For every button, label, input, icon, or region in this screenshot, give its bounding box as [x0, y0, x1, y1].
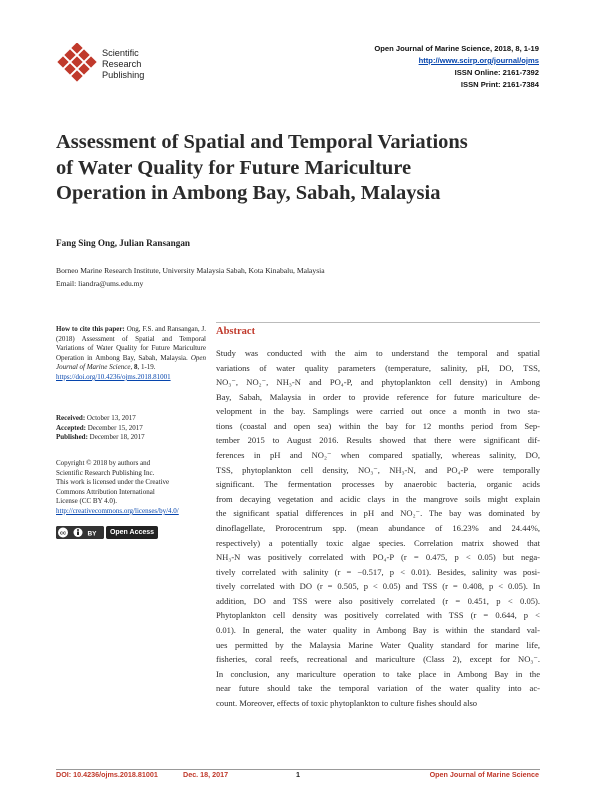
- journal-citation: Open Journal of Marine Science, 2018, 8, 1-19: [374, 44, 539, 53]
- publisher-name-line-3: Publishing: [102, 70, 145, 80]
- abstract-line: TSS, phytoplankton cell density, NO₃⁻, NH₃-N, and PO₄-P were temporally: [216, 464, 540, 475]
- abstract-line: Phytoplankton cell density was positively correlated with TSS (r = 0.644, p <: [216, 610, 540, 621]
- abstract-line: fisheries, coral reefs, recreational and mariculture (Class 2), except for NO₃⁻.: [216, 654, 540, 665]
- how-to-cite: How to cite this paper: Ong, F.S. and Ransangan, J. (2018) Assessment of Spatial and Temporal Variations of Water Quality for Future Mariculture Operation in Ambong Bay, Sabah, Malaysia. Open Journal of Marine Science, 8, 1-19. https://doi.org/10.4236/ojms.2018.81001: [56, 325, 207, 381]
- title-line-2: of Water Quality for Future Mariculture: [56, 156, 412, 179]
- abstract-line: In conclusion, any mariculture operation to take place in Ambong Bay in the: [216, 668, 540, 679]
- svg-text:BY: BY: [87, 530, 97, 538]
- abstract-line: tively correlated with DO (r = 0.505, p < 0.05) and TSS (r = 0.408, p < 0.05). In: [216, 581, 540, 592]
- cite-label: How to cite this paper:: [56, 325, 125, 333]
- cc-by-badge[interactable]: [56, 526, 104, 539]
- open-access-badge[interactable]: Open Access: [106, 526, 158, 539]
- abstract-line: respectively) a potentially toxic algae species. Correlation matrix showed that: [216, 537, 540, 548]
- abstract-body: [216, 346, 540, 710]
- abstract-line: tember 2015 to August 2016. Results showed that there were significant dif-: [216, 435, 540, 446]
- abstract-line: 0.01). In general, the water quality in Ambong Bay is within the standard val-: [216, 624, 540, 635]
- scirp-diamond-logo-icon: [56, 43, 98, 85]
- abstract-line: tively correlated with salinity (r = −0.517, p < 0.01). Besides, salinity was posi-: [216, 566, 540, 577]
- dates-block: [56, 414, 206, 443]
- issn-online: ISSN Online: 2161-7392: [454, 68, 539, 77]
- publisher-name-line-1: Scientific: [102, 48, 139, 58]
- cite-text: Ong, F.S. and Ransangan, J. (2018) Assessment of Spatial and Temporal Variations of Water Quality for Future Mariculture Operation in Ambong Bay, Sabah, Malaysia.: [56, 325, 207, 362]
- abstract-line: near future should take the temporal variation of the water quality into ac-: [216, 683, 540, 694]
- issn-print: ISSN Print: 2161-7384: [460, 80, 539, 89]
- title-line-1: Assessment of Spatial and Temporal Variations: [56, 131, 468, 153]
- cite-volume: 8: [133, 363, 138, 372]
- svg-text:cc: cc: [59, 530, 67, 537]
- published-date: December 18, 2017: [89, 433, 145, 442]
- page-number: 1: [296, 770, 300, 779]
- abstract-line: velopment in the bay. Samplings were carried out once a month in two sta-: [216, 406, 540, 417]
- cite-journal: Open Journal of Marine Science: [56, 353, 206, 372]
- copyright-line: License (CC BY 4.0).: [56, 497, 117, 506]
- authors: Fang Sing Ong, Julian Ransangan: [56, 238, 191, 248]
- received-label: Received:: [56, 414, 86, 422]
- doi-link[interactable]: https://doi.org/10.4236/ojms.2018.81001: [56, 372, 171, 381]
- title-line-3: Operation in Ambong Bay, Sabah, Malaysia: [56, 182, 441, 204]
- abstract-line: Study was conducted with the aim to understand the temporal and spatial: [216, 348, 540, 358]
- abstract-line: ues permitted by the Malaysia Marine Water Quality standard for marine life,: [216, 639, 540, 650]
- publisher-name-line-2: Research: [102, 59, 142, 69]
- abstract-line: variations of water quality parameters (temperature, salinity, pH, DO, TSS,: [216, 362, 540, 373]
- copyright-line: This work is licensed under the Creative: [56, 478, 170, 487]
- copyright-line: Copyright © 2018 by authors and: [56, 459, 151, 467]
- footer-doi: DOI: 10.4236/ojms.2018.81001: [56, 770, 158, 779]
- cc-icon: [56, 526, 104, 539]
- abstract-line: dinoflagellate, Prorocentrum spp. (mean abundance of 16.23% and 24.44%,: [216, 522, 540, 533]
- accepted-label: Accepted:: [56, 423, 86, 432]
- journal-url-link[interactable]: http://www.scirp.org/journal/ojms: [418, 56, 539, 65]
- abstract-line: from decaying vegetation and acidic clays in the mangrove soils might explain: [216, 493, 540, 504]
- abstract-line: count. Moreover, effects of toxic phytoplankton to culture fishes should also: [216, 697, 478, 708]
- abstract-line: Bay, Sabah, Malaysia in order to provide reference for future mariculture de-: [216, 391, 540, 402]
- copyright-line: Scientific Research Publishing Inc.: [56, 468, 155, 477]
- abstract-line: tions (coastal and open sea) within the bay for 12 months period from Sep-: [216, 420, 540, 431]
- abstract-line: NH₃-N was positively correlated with PO₄-P (r = 0.475, p < 0.05) but nega-: [216, 552, 540, 563]
- accepted-date: December 15, 2017: [87, 423, 143, 432]
- license-link[interactable]: http://creativecommons.org/licenses/by/4.0/: [56, 506, 179, 515]
- article-title: [56, 130, 546, 207]
- abstract-line: NO₃⁻, NO₂⁻, NH₃-N and PO₄-P, and phytoplankton cell density) in Ambong: [216, 377, 540, 388]
- received-date: October 13, 2017: [86, 414, 136, 422]
- author-email: Email: liandra@ums.edu.my: [56, 279, 144, 288]
- abstract-divider: [216, 322, 540, 323]
- abstract-line: the significant spatial differences in pH and NO₂⁻. The bay was dominated by: [216, 508, 540, 519]
- affiliation: Borneo Marine Research Institute, University Malaysia Sabah, Kota Kinabalu, Malaysia: [56, 266, 325, 275]
- abstract-line: ferences in pH and NO₂⁻ when compared spatially, whereas salinity, DO,: [216, 450, 540, 461]
- abstract-heading: Abstract: [216, 326, 256, 337]
- abstract-line: addition, DO and TSS were also positively correlated (r = 0.451, p < 0.05).: [216, 595, 540, 606]
- footer-date: Dec. 18, 2017: [183, 770, 229, 779]
- published-label: Published:: [56, 433, 88, 442]
- footer-journal: Open Journal of Marine Science: [429, 770, 539, 779]
- abstract-line: significant. The fermentation processes by anaerobic bacteria, organic acids: [216, 479, 540, 490]
- cite-pages: , 1-19.: [137, 363, 156, 372]
- copyright-block: [56, 459, 206, 517]
- copyright-line: Commons Attribution International: [56, 487, 155, 496]
